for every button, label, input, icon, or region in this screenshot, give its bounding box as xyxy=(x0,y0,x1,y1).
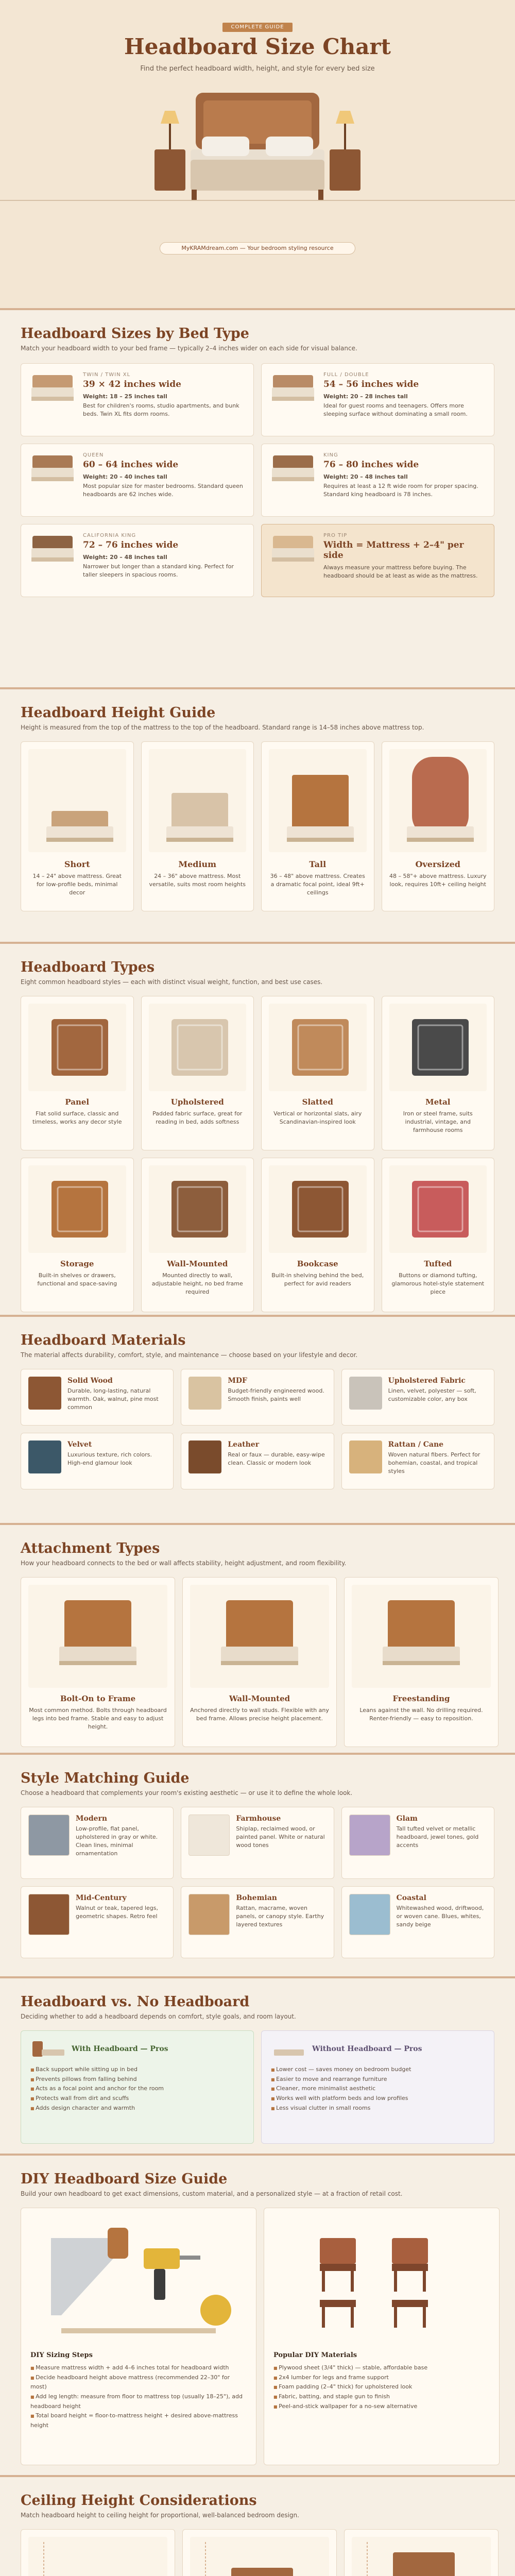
material-text xyxy=(228,1440,326,1482)
type-illustration xyxy=(28,1004,126,1091)
type-card xyxy=(141,1158,254,1312)
section-title: Headboard Height Guide xyxy=(21,705,216,721)
section-subtitle: Height is measured from the top of the mattress to the top of the headboard. Standard range is 14–58 inches above mattress top. xyxy=(21,724,424,731)
type-card xyxy=(261,996,374,1150)
bed-dims: 76 – 80 inches wide xyxy=(323,460,419,470)
material-text xyxy=(388,1440,487,1482)
height-illustration xyxy=(269,749,367,852)
type-card xyxy=(382,1158,495,1312)
section-title: DIY Headboard Size Guide xyxy=(21,2171,228,2187)
style-name: Farmhouse xyxy=(236,1815,281,1823)
material-desc: Durable, long-lasting, natural warmth. Oak, walnut, pine most common xyxy=(67,1387,159,1411)
material-text xyxy=(228,1377,326,1418)
bed-weight: Weight: 20 – 40 inches tall xyxy=(83,473,167,480)
style-grid xyxy=(21,1807,494,1958)
material-card xyxy=(341,1433,494,1489)
type-illustration xyxy=(389,1165,487,1253)
bed-dims: 54 – 56 inches wide xyxy=(323,379,419,389)
section-title: Headboard vs. No Headboard xyxy=(21,1994,250,2010)
type-illustration xyxy=(269,1165,367,1253)
diy-grid xyxy=(21,2208,494,2465)
bed-kicker: KING xyxy=(323,452,338,458)
material-swatch xyxy=(28,1440,61,1473)
attachment-desc: Anchored directly to wall studs. Flexible with any bed frame. Allows precise height placement. xyxy=(190,1707,329,1722)
type-illustration xyxy=(149,1004,247,1091)
bed-icon xyxy=(270,533,316,566)
type-name: Panel xyxy=(65,1097,90,1107)
attachment-illustration xyxy=(28,1585,167,1688)
type-desc: Built-in shelves or drawers, functional and space-saving xyxy=(37,1272,117,1287)
list-item: ■ Decide headboard height above mattress (recommended 22–30" for most) xyxy=(30,2373,247,2392)
section-title: Headboard Types xyxy=(21,959,155,975)
section-subtitle: Deciding whether to add a headboard depends on comfort, style goals, and room layout. xyxy=(21,2013,296,2020)
diy-sizing-list xyxy=(30,2363,247,2431)
height-illustration xyxy=(389,749,487,852)
bed-size-text xyxy=(323,452,486,508)
style-desc: Whitewashed wood, driftwood, or woven cane. Blues, whites, sandy beige xyxy=(396,1905,484,1928)
section-title: Headboard Sizes by Bed Type xyxy=(21,326,249,342)
style-swatch xyxy=(349,1815,390,1856)
ceiling-grid xyxy=(21,2529,494,2576)
material-desc: Real or faux — durable, easy-wipe clean. Classic or modern look xyxy=(228,1451,325,1466)
list-item: ■ Measure mattress width + add 4–6 inches total for headboard width xyxy=(30,2363,247,2373)
material-desc: Woven natural fibers. Perfect for bohemian, coastal, and tropical styles xyxy=(388,1451,480,1475)
right-nightstand xyxy=(330,149,360,191)
style-card xyxy=(181,1886,334,1958)
bed-size-text xyxy=(83,533,245,588)
list-item: ■ Add leg length: measure from floor to mattress top (usually 18–25"), add headboard height xyxy=(30,2392,247,2411)
type-desc: Buttons or diamond tufting, glamorous hotel-style statement piece xyxy=(391,1272,485,1295)
ceiling-illustration xyxy=(352,2537,491,2576)
style-text xyxy=(397,1815,487,1871)
list-item: ■ Foam padding (2–4" thick) for upholstered look xyxy=(273,2382,490,2392)
list-item: ■ Works well with platform beds and low profiles xyxy=(271,2094,485,2104)
bed-size-card xyxy=(261,524,494,597)
attachment-desc: Leans against the wall. No drilling required. Renter-friendly — easy to reposition. xyxy=(359,1707,483,1722)
diy-materials-list xyxy=(273,2363,490,2411)
bed-size-text xyxy=(323,533,486,588)
material-desc: Linen, velvet, polyester — soft, customizable color, any box xyxy=(388,1387,476,1402)
left-lamp-icon xyxy=(161,111,179,124)
vs-section xyxy=(0,1978,515,2154)
style-desc: Shiplap, reclaimed wood, or painted panel. White or natural wood tones xyxy=(236,1825,325,1849)
height-desc: 24 – 36" above mattress. Most versatile, suits most room heights xyxy=(149,873,246,888)
list-item: ■ Less visual clutter in small rooms xyxy=(271,2104,485,2113)
style-card xyxy=(341,1886,494,1958)
ceiling-card xyxy=(21,2529,175,2576)
diy-sizing-card xyxy=(21,2208,256,2465)
style-name: Bohemian xyxy=(236,1894,277,1902)
diy-sizing-title: DIY Sizing Steps xyxy=(30,2351,93,2359)
section-title: Ceiling Height Considerations xyxy=(21,2493,257,2509)
material-name: Leather xyxy=(228,1440,260,1449)
type-name: Slatted xyxy=(302,1097,333,1107)
style-swatch xyxy=(188,1894,230,1935)
bed-size-card xyxy=(261,363,494,436)
bed-size-card xyxy=(261,444,494,517)
style-desc: Low-profile, flat panel, upholstered in gray or white. Clean lines, minimal ornamentation xyxy=(76,1825,158,1857)
ceiling-illustration xyxy=(28,2537,167,2576)
material-swatch xyxy=(349,1377,382,1410)
bed-weight: Weight: 18 – 25 inches tall xyxy=(83,393,167,400)
style-desc: Walnut or teak, tapered legs, geometric shapes. Retro feel xyxy=(76,1905,159,1920)
section-title: Headboard Materials xyxy=(21,1332,186,1348)
type-illustration xyxy=(269,1004,367,1091)
list-item: ■ Protects wall from dirt and scuffs xyxy=(30,2094,244,2104)
material-card xyxy=(21,1369,174,1426)
material-text xyxy=(67,1440,166,1482)
list-item: ■ 2x4 lumber for legs and frame support xyxy=(273,2373,490,2383)
style-text xyxy=(236,1894,326,1951)
height-name: Medium xyxy=(178,859,217,869)
with-list xyxy=(30,2065,244,2113)
style-swatch xyxy=(349,1894,390,1935)
attachment-name: Wall-Mounted xyxy=(229,1694,290,1703)
attachment-name: Bolt-On to Frame xyxy=(60,1694,136,1703)
material-card xyxy=(181,1433,334,1489)
header xyxy=(0,0,515,308)
attachment-illustration xyxy=(190,1585,329,1688)
type-illustration xyxy=(389,1004,487,1091)
bed-sizes-section xyxy=(0,310,515,687)
style-text xyxy=(76,1894,166,1951)
height-card xyxy=(141,741,254,911)
bed-size-card xyxy=(21,524,254,597)
types-section xyxy=(0,944,515,1315)
diy-materials-title: Popular DIY Materials xyxy=(273,2351,357,2359)
style-name: Mid-Century xyxy=(76,1894,127,1902)
with-headboard-card xyxy=(21,2030,254,2144)
style-name: Glam xyxy=(396,1815,418,1823)
section-subtitle: Match headboard height to ceiling height for proportional, well-balanced bedroom design. xyxy=(21,2512,299,2519)
style-card xyxy=(21,1886,174,1958)
material-card xyxy=(21,1433,174,1489)
style-card xyxy=(181,1807,334,1879)
list-item: ■ Total board height = floor-to-mattress height + desired above-mattress height xyxy=(30,2411,247,2430)
type-desc: Built-in shelving behind the bed, perfect for avid readers xyxy=(271,1272,364,1287)
without-list xyxy=(271,2065,485,2113)
ceiling-card xyxy=(344,2529,499,2576)
list-item: ■ Easier to move and rearrange furniture xyxy=(271,2075,485,2084)
section-subtitle: Eight common headboard styles — each with distinct visual weight, function, and best use cases. xyxy=(21,978,323,986)
type-desc: Mounted directly to wall, adjustable height, no bed frame required xyxy=(151,1272,243,1295)
attachment-card xyxy=(344,1577,499,1747)
bed-dims: 39 × 42 inches wide xyxy=(83,379,181,389)
list-item: ■ Fabric, batting, and staple gun to finish xyxy=(273,2392,490,2402)
with-title: With Headboard — Pros xyxy=(72,2045,168,2053)
chair-icon xyxy=(320,2238,356,2264)
height-desc: 48 – 58"+ above mattress. Luxury look, requires 10ft+ ceiling height xyxy=(389,873,487,888)
height-card xyxy=(382,741,495,911)
material-swatch xyxy=(188,1377,221,1410)
type-name: Wall-Mounted xyxy=(167,1259,228,1268)
bed-icon xyxy=(29,372,76,405)
bed-size-text xyxy=(323,372,486,428)
left-nightstand xyxy=(154,149,185,191)
types-grid xyxy=(21,996,494,1312)
height-name: Oversized xyxy=(415,859,460,869)
material-card xyxy=(181,1369,334,1426)
material-desc: Budget-friendly engineered wood. Smooth finish, paints well xyxy=(228,1387,324,1402)
section-subtitle: Build your own headboard to get exact dimensions, custom material, and a personalized style — at a fraction of retail cost. xyxy=(21,2190,403,2197)
height-desc: 36 – 48" above mattress. Creates a dramatic focal point, ideal 9ft+ ceilings xyxy=(270,873,365,896)
bed-icon xyxy=(270,372,316,405)
page-subtitle: Find the perfect headboard width, height, and style for every bed size xyxy=(140,65,375,73)
bed-desc: Ideal for guest rooms and teenagers. Offers more sleeping surface without dominating a small room. xyxy=(323,402,468,417)
material-swatch xyxy=(349,1440,382,1473)
attachment-illustration xyxy=(352,1585,491,1688)
tools-illustration xyxy=(30,2217,247,2346)
type-name: Upholstered xyxy=(170,1097,224,1107)
style-swatch xyxy=(188,1815,230,1856)
height-illustration xyxy=(28,749,126,852)
style-desc: Tall tufted velvet or metallic headboard, jewel tones, gold accents xyxy=(396,1825,479,1849)
style-name: Coastal xyxy=(396,1894,426,1902)
type-desc: Vertical or horizontal slats, airy Scandinavian-inspired look xyxy=(273,1110,362,1125)
height-guide-section xyxy=(0,689,515,942)
ceiling-illustration xyxy=(190,2537,329,2576)
diy-materials-card xyxy=(264,2208,500,2465)
bed-desc: Most popular size for master bedrooms. Standard queen headboards are 62 inches wide. xyxy=(83,482,243,498)
style-swatch xyxy=(28,1815,70,1856)
bed-size-card xyxy=(21,444,254,517)
material-name: Velvet xyxy=(67,1440,92,1449)
material-swatch xyxy=(28,1377,61,1410)
bed-without-headboard-icon xyxy=(271,2040,307,2058)
style-card xyxy=(341,1807,494,1879)
height-name: Short xyxy=(64,859,90,869)
bed-kicker: FULL / DOUBLE xyxy=(323,372,369,378)
bed-kicker: PRO TIP xyxy=(323,533,348,538)
attachment-name: Freestanding xyxy=(392,1694,450,1703)
hero-bed-illustration xyxy=(0,72,515,289)
height-illustration xyxy=(149,749,247,852)
height-grid xyxy=(21,741,494,911)
right-lamp-icon xyxy=(336,111,354,124)
section-subtitle: Match your headboard width to your bed frame — typically 2–4 inches wider on each side for visual balance. xyxy=(21,345,357,352)
height-card xyxy=(21,741,134,911)
bed-desc: Best for children's rooms, studio apartments, and bunk beds. Twin XL fits dorm rooms. xyxy=(83,402,239,417)
material-swatch xyxy=(188,1440,221,1473)
material-name: Upholstered Fabric xyxy=(388,1377,466,1385)
bed-weight: Weight: 20 – 48 inches tall xyxy=(83,554,167,561)
material-name: Rattan / Cane xyxy=(388,1440,444,1449)
height-desc: 14 – 24" above mattress. Great for low-profile beds, minimal decor xyxy=(32,873,122,896)
bed-kicker: TWIN / TWIN XL xyxy=(83,372,131,378)
style-name: Modern xyxy=(76,1815,108,1823)
attachment-section xyxy=(0,1525,515,1753)
chair-icon xyxy=(392,2238,428,2264)
drill-icon xyxy=(144,2248,180,2269)
list-item: ■ Cleaner, more minimalist aesthetic xyxy=(271,2084,485,2094)
type-name: Metal xyxy=(425,1097,451,1107)
list-item: ■ Lower cost — saves money on bedroom budget xyxy=(271,2065,485,2075)
type-desc: Iron or steel frame, suits industrial, vintage, and farmhouse rooms xyxy=(403,1110,473,1133)
without-title: Without Headboard — Pros xyxy=(312,2045,422,2053)
type-card xyxy=(141,996,254,1150)
bed-weight: Weight: 20 – 28 inches tall xyxy=(323,393,408,400)
attachment-card xyxy=(21,1577,175,1747)
bed-icon xyxy=(29,533,76,566)
material-card xyxy=(341,1369,494,1426)
materials-section xyxy=(0,1317,515,1523)
section-title: Style Matching Guide xyxy=(21,1770,190,1786)
list-item: ■ Plywood sheet (3/4" thick) — stable, affordable base xyxy=(273,2363,490,2373)
list-item: ■ Adds design character and warmth xyxy=(30,2104,244,2113)
bed-dims: Width = Mattress + 2–4" per side xyxy=(323,540,464,561)
material-desc: Luxurious texture, rich colors. High-end glamour look xyxy=(67,1451,152,1466)
section-subtitle: The material affects durability, comfort, style, and maintenance — choose based on your lifestyle and decor. xyxy=(21,1351,358,1359)
tape-measure-icon xyxy=(200,2295,231,2326)
bed-icon xyxy=(270,452,316,485)
vs-grid xyxy=(21,2030,494,2144)
site-pill[interactable]: MyKRAMdream.com — Your bedroom styling resource xyxy=(160,242,355,255)
attachment-card xyxy=(182,1577,337,1747)
type-card xyxy=(261,1158,374,1312)
chairs-illustration xyxy=(273,2217,490,2346)
ceiling-section xyxy=(0,2477,515,2576)
material-text xyxy=(67,1377,166,1418)
bed-dims: 72 – 76 inches wide xyxy=(83,540,179,550)
page-title: Headboard Size Chart xyxy=(124,34,391,59)
diy-section xyxy=(0,2156,515,2475)
height-name: Tall xyxy=(309,859,327,869)
ceiling-card xyxy=(182,2529,337,2576)
list-item: ■ Prevents pillows from falling behind xyxy=(30,2075,244,2084)
list-item: ■ Peel-and-stick wallpaper for a no-sew alternative xyxy=(273,2402,490,2412)
material-name: MDF xyxy=(228,1377,247,1385)
style-card xyxy=(21,1807,174,1879)
section-subtitle: Choose a headboard that complements your room's existing aesthetic — or use it to define the whole look. xyxy=(21,1789,353,1797)
bed-size-text xyxy=(83,372,245,428)
section-title: Attachment Types xyxy=(21,1540,160,1556)
bed-icon xyxy=(29,452,76,485)
bed-weight: Weight: 20 – 48 inches tall xyxy=(323,473,408,480)
type-name: Bookcase xyxy=(297,1259,338,1268)
type-card xyxy=(21,996,134,1150)
bed-desc: Narrower but longer than a standard king. Perfect for taller sleepers in spacious rooms. xyxy=(83,563,234,578)
type-name: Tufted xyxy=(424,1259,452,1268)
attachment-desc: Most common method. Bolts through headboard legs into bed frame. Stable and easy to adjust height. xyxy=(29,1707,167,1730)
type-illustration xyxy=(28,1165,126,1253)
bed-size-card xyxy=(21,363,254,436)
bed-size-grid xyxy=(21,363,494,597)
without-headboard-card xyxy=(261,2030,494,2144)
type-card xyxy=(21,1158,134,1312)
type-desc: Padded fabric surface, great for reading in bed, adds softness xyxy=(152,1110,243,1125)
style-swatch xyxy=(28,1894,70,1935)
style-text xyxy=(76,1815,166,1871)
height-card xyxy=(261,741,374,911)
bed-desc: Always measure your mattress before buying. The headboard should be at least as wide as the mattress. xyxy=(323,564,478,579)
style-desc: Rattan, macrame, woven panels, or canopy style. Earthy layered textures xyxy=(236,1905,324,1928)
type-card xyxy=(382,996,495,1150)
materials-grid xyxy=(21,1369,494,1489)
material-name: Solid Wood xyxy=(67,1377,113,1385)
list-item: ■ Back support while sitting up in bed xyxy=(30,2065,244,2075)
bed-kicker: QUEEN xyxy=(83,452,104,458)
material-text xyxy=(388,1377,487,1418)
type-desc: Flat solid surface, classic and timeless, works any decor style xyxy=(32,1110,122,1125)
style-text xyxy=(397,1894,487,1951)
type-illustration xyxy=(149,1165,247,1253)
bed-size-text xyxy=(83,452,245,508)
list-item: ■ Acts as a focal point and anchor for the room xyxy=(30,2084,244,2094)
attachment-grid xyxy=(21,1577,494,1747)
type-name: Storage xyxy=(60,1259,94,1268)
section-subtitle: How your headboard connects to the bed or wall affects stability, height adjustment, and room flexibility. xyxy=(21,1560,347,1567)
bed-desc: Requires at least a 12 ft wide room for proper spacing. Standard king headboard is 78 inches. xyxy=(323,482,478,498)
style-section xyxy=(0,1755,515,1976)
guide-badge: COMPLETE GUIDE xyxy=(222,23,293,32)
bed-kicker: CALIFORNIA KING xyxy=(83,533,136,538)
bed-dims: 60 – 64 inches wide xyxy=(83,460,179,470)
style-text xyxy=(236,1815,326,1871)
bed-with-headboard-icon xyxy=(30,2040,66,2058)
